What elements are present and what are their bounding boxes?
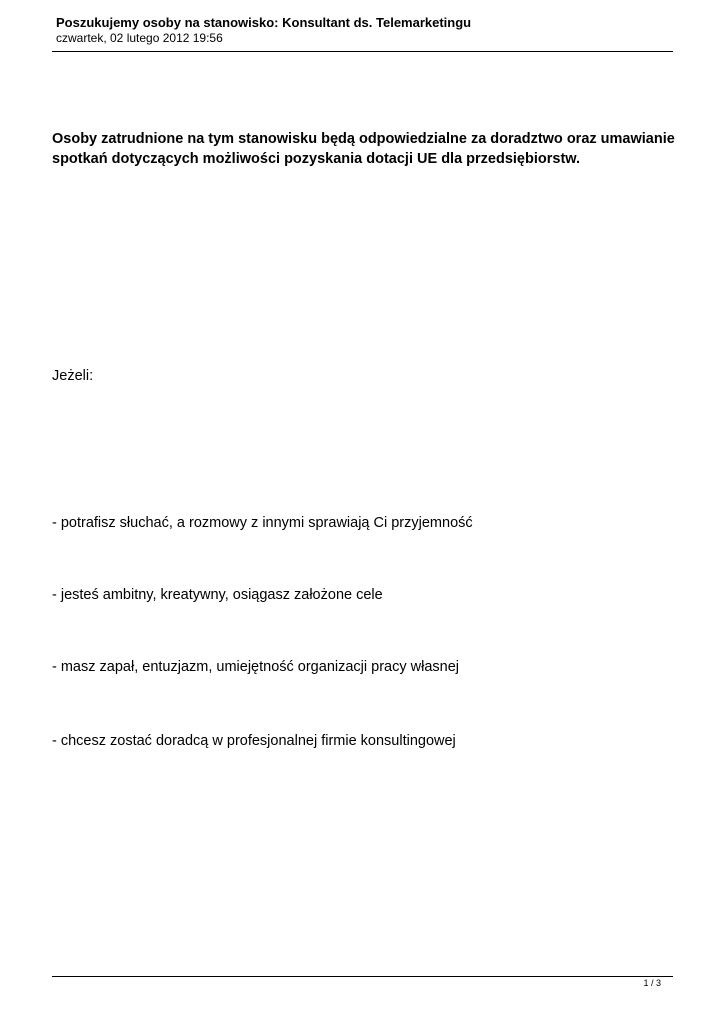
publish-date: czwartek, 02 lutego 2012 19:56 — [56, 31, 223, 45]
list-item: - masz zapał, entuzjazm, umiejętność organizacji pracy własnej — [52, 659, 459, 675]
lead-text: Jeżeli: — [52, 368, 94, 384]
list-item: - potrafisz słuchać, a rozmowy z innymi sprawiają Ci przyjemność — [52, 515, 473, 531]
intro-paragraph: Osoby zatrudnione na tym stanowisku będą odpowiedzialne za doradztwo oraz umawianie spotkań dotyczących możliwości pozyskania dotacji UE dla przedsiębiorstw. — [52, 131, 675, 167]
footer-divider — [52, 976, 673, 977]
header-divider — [52, 51, 673, 52]
list-item: - jesteś ambitny, kreatywny, osiągasz założone cele — [52, 587, 383, 603]
page-number: 1 / 3 — [643, 978, 661, 988]
list-item: - chcesz zostać doradcą w profesjonalnej firmie konsultingowej — [52, 733, 456, 749]
document-title: Poszukujemy osoby na stanowisko: Konsultant ds. Telemarketingu — [56, 15, 472, 30]
